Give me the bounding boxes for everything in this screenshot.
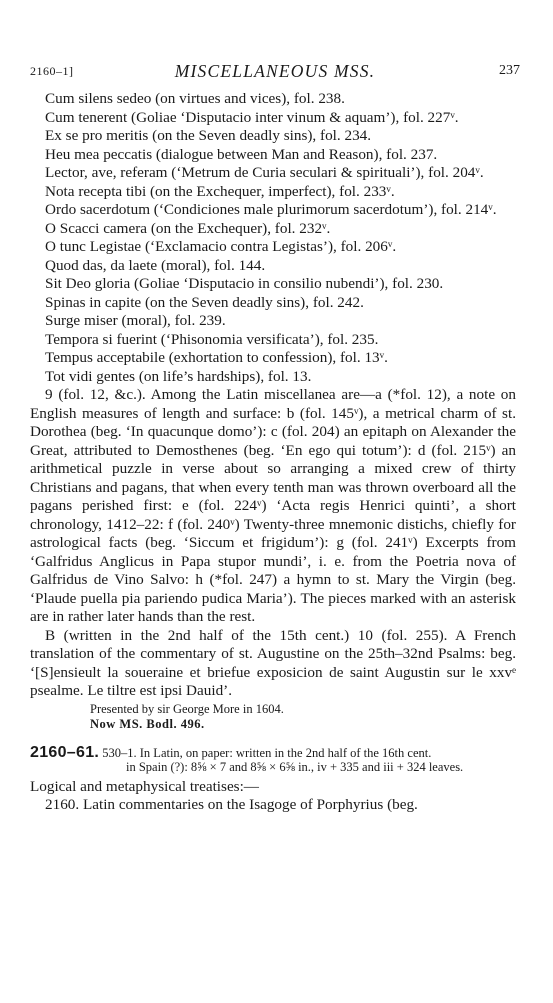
page-body xyxy=(30,90,516,815)
incipit-entry: Ex se pro meritis (on the Seven deadly sins), fol. 234. xyxy=(45,127,372,144)
subheading-logical-treatises: Logical and metaphysical treatises:— xyxy=(30,777,259,795)
incipit-entry: Ordo sacerdotum (‘Condiciones male plurimorum sacerdotum’), fol. 214ᵛ. xyxy=(45,201,497,218)
incipit-entry: Tempus acceptabile (exhortation to confession), fol. 13ᵛ. xyxy=(45,349,388,366)
incipit-entry: Cum silens sedeo (on virtues and vices), fol. 238. xyxy=(45,90,345,107)
incipit-entry: Lector, ave, referam (‘Metrum de Curia seculari & spirituali’), fol. 204ᵛ. xyxy=(45,164,484,181)
incipit-entry: Tot vidi gentes (on life’s hardships), fol. 13. xyxy=(45,367,312,385)
incipit-entry: Cum tenerent (Goliae ‘Disputacio inter vinum & aquam’), fol. 227ᵛ. xyxy=(45,108,459,126)
section-b-paragraph: B (written in the 2nd half of the 15th cent.) 10 (fol. 255). A French translation of the commentary of st. Augustine on the 25th–32nd Psalms: beg. ‘[S]ensieult la soueraine et briefue exposicion de saint Augustin sur le xxvᵉ psealme. Le tiltre est ipsi Dauid’. xyxy=(30,626,516,699)
entry-description-line2: in Spain (?): 8⅝ × 7 and 8⅝ × 6⅝ in., iv + 335 and iii + 324 leaves. xyxy=(126,759,464,774)
running-header xyxy=(30,61,520,83)
incipit-entry: Tempora si fuerint (‘Phisonomia versificata’), fol. 235. xyxy=(45,330,379,348)
entry-number: 2160–61. xyxy=(30,743,100,761)
page-number: 237 xyxy=(499,63,520,78)
incipit-entry: Heu mea peccatis (dialogue between Man and Reason), fol. 237. xyxy=(45,145,438,163)
entry-2160-61-heading xyxy=(30,743,516,774)
provenance-note xyxy=(30,702,516,732)
incipit-entry: Sit Deo gloria (Goliae ‘Disputacio in consilio nubendi’), fol. 230. xyxy=(45,275,444,292)
entry-2160-text: 2160. Latin commentaries on the Isagoge of Porphyrius (beg. xyxy=(45,796,418,813)
latin-miscellanea-paragraph: 9 (fol. 12, &c.). Among the Latin miscellanea are—a (*fol. 12), a note on English measures of length and surface: b (fol. 145ᵛ), a metrical charm of st. Dorothea (beg. ‘In quacunque domo’): c (fol. 204) an epitaph on Alexander the Great, attributed to Demosthenes (beg. ‘En ego qui totum’): d (fol. 215ᵛ) an arithmetical puzzle in verse about so arranging a mixed crew of thirty Christians and pagans, that when every tenth man was thrown overboard all the pagans perished first: e (fol. 224ᵛ) ‘Acta regis Henrici quinti’, a short chronology, 1412–22: f (fol. 240ᵛ) Twenty-three mnemonic distichs, chiefly for astrological facts (beg. ‘Siccum et frigidum’): g (fol. 241ᵛ) Excerpts from ‘Galfridus Anglicus in Papa stupor mundi’, i. e. from the Poetria nova of Galfridus de Vino Salvo: h (*fol. 247) a hymn to st. Mary the Virgin (beg. ‘Plaude puella pia pariendo pudica Maria’). The pieces marked with an asterisk are in rather later hands than the rest. xyxy=(30,386,516,625)
entry-description-line1: 530–1. In Latin, on paper: written in the 2nd half of the 16th cent. xyxy=(102,745,432,760)
incipit-entry: O tunc Legistae (‘Exclamacio contra Legistas’), fol. 206ᵛ. xyxy=(45,238,397,255)
incipit-entry: Spinas in capite (on the Seven deadly sins), fol. 242. xyxy=(45,293,364,311)
incipit-entry: Nota recepta tibi (on the Exchequer, imperfect), fol. 233ᵛ. xyxy=(45,182,395,200)
incipit-entry: Quod das, da laete (moral), fol. 144. xyxy=(45,256,266,274)
header-shelfmark-range: 2160–1] xyxy=(30,64,74,78)
current-shelfmark: Now MS. Bodl. 496. xyxy=(90,716,205,731)
presented-line: Presented by sir George More in 1604. xyxy=(90,701,284,716)
incipit-list xyxy=(30,90,516,386)
incipit-entry: O Scacci camera (on the Exchequer), fol. 232ᵛ. xyxy=(45,219,331,237)
header-title: MISCELLANEOUS MSS. xyxy=(174,61,376,81)
incipit-entry: Surge miser (moral), fol. 239. xyxy=(45,312,226,329)
